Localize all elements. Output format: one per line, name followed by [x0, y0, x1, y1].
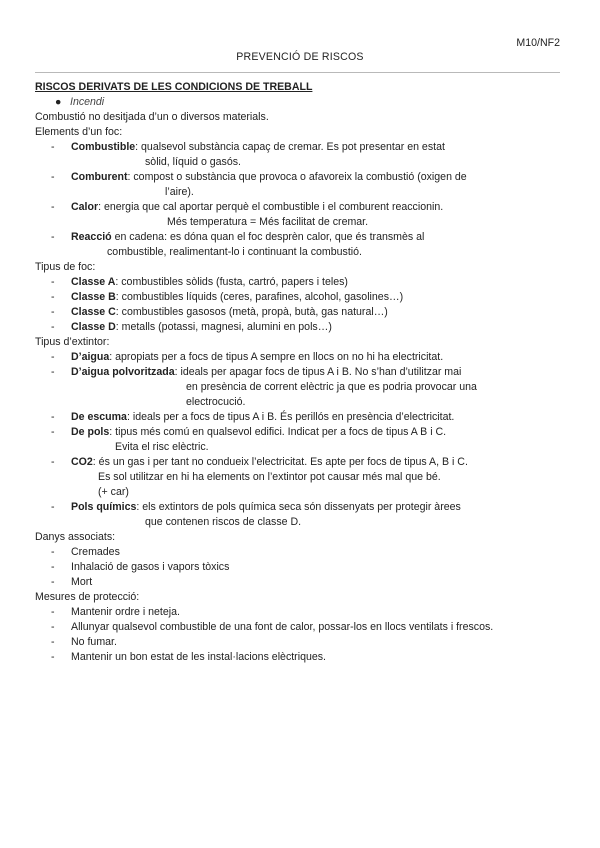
dash-bullet: - — [51, 651, 55, 663]
subsection-bullet — [35, 95, 565, 110]
damages-list — [35, 545, 565, 590]
dash-bullet: - — [51, 561, 55, 573]
list-item — [35, 275, 565, 290]
item-text: Mantenir ordre i neteja. — [71, 606, 180, 618]
dash-bullet: - — [51, 321, 55, 333]
item-term: D’aigua polvoritzada — [71, 366, 175, 378]
item-text: Mort — [71, 576, 93, 588]
dash-bullet: - — [51, 171, 55, 183]
item-text: : qualsevol substància capaç de cremar. Es pot presentar en estat — [135, 141, 445, 153]
dash-bullet: - — [51, 426, 55, 438]
dash-bullet: - — [51, 636, 55, 648]
subsection-label: Incendi — [70, 96, 105, 108]
list-item — [35, 290, 565, 305]
item-text: Cremades — [71, 546, 120, 558]
list-item — [35, 500, 565, 515]
item-term: CO2 — [71, 456, 93, 468]
item-text: : combustibles sòlids (fusta, cartró, papers i teles) — [115, 276, 348, 288]
item-continuation: en presència de corrent elèctric ja que es podria provocar una — [186, 381, 477, 393]
dash-bullet: - — [51, 351, 55, 363]
list-item — [35, 305, 565, 320]
list-item — [35, 545, 565, 560]
dash-bullet: - — [51, 576, 55, 588]
list-item — [35, 455, 565, 470]
item-term: Combustible — [71, 141, 136, 153]
item-text: Mantenir un bon estat de les instal·lacions elèctriques. — [71, 651, 326, 663]
damages-heading: Danys associats: — [35, 531, 116, 543]
list-item — [35, 575, 565, 590]
list-item — [35, 650, 565, 665]
dash-bullet: - — [51, 201, 55, 213]
list-item — [35, 350, 565, 365]
item-term: De escuma — [71, 411, 127, 423]
item-term: Reacció — [71, 231, 112, 243]
document-body — [35, 80, 565, 665]
dash-bullet: - — [51, 621, 55, 633]
item-text: : energia que cal aportar perquè el combustible i el comburent reaccionin. — [98, 201, 444, 213]
item-term: Classe A — [71, 276, 116, 288]
dash-bullet: - — [51, 306, 55, 318]
list-item — [35, 410, 565, 425]
item-term: Classe D — [71, 321, 116, 333]
list-item — [35, 200, 565, 215]
item-text: : combustibles líquids (ceres, parafines, alcohol, gasolines…) — [115, 291, 404, 303]
item-text: Allunyar qualsevol combustible de una font de calor, possar-los en llocs ventilats i frescos. — [71, 621, 494, 633]
dash-bullet: - — [51, 606, 55, 618]
item-continuation: sòlid, líquid o gasós. — [145, 156, 241, 168]
fire-types-heading: Tipus de foc: — [35, 261, 96, 273]
list-item — [35, 635, 565, 650]
list-item — [35, 365, 565, 380]
dash-bullet: - — [51, 501, 55, 513]
item-text: : compost o substància que provoca o afavoreix la combustió (oxigen de — [127, 171, 467, 183]
dash-bullet: - — [51, 141, 55, 153]
item-term: De pols — [71, 426, 110, 438]
item-continuation: electrocució. — [186, 396, 246, 408]
dash-bullet: - — [51, 456, 55, 468]
item-text: : apropiats per a focs de tipus A sempre en llocs on no hi ha electricitat. — [109, 351, 444, 363]
dash-bullet: - — [51, 411, 55, 423]
list-item — [35, 560, 565, 575]
extinguishers-heading: Tipus d’extintor: — [35, 336, 110, 348]
item-text: : tipus més comú en qualsevol edifici. Indicat per a focs de tipus A B i C. — [109, 426, 447, 438]
list-item — [35, 620, 565, 635]
item-term: Classe C — [71, 306, 116, 318]
list-item — [35, 605, 565, 620]
item-continuation: l’aire). — [165, 186, 194, 198]
dash-bullet: - — [51, 291, 55, 303]
item-term: Comburent — [71, 171, 128, 183]
module-code: M10/NF2 — [516, 37, 560, 49]
item-continuation: que contenen riscos de classe D. — [145, 516, 302, 528]
protection-list — [35, 605, 565, 665]
page-title: PREVENCIÓ DE RISCOS — [236, 51, 364, 63]
item-term: Calor — [71, 201, 99, 213]
list-item — [35, 140, 565, 155]
item-text: : metalls (potassi, magnesi, alumini en pols…) — [115, 321, 332, 333]
list-item — [35, 320, 565, 335]
item-text: No fumar. — [71, 636, 117, 648]
item-continuation: (+ car) — [98, 486, 129, 498]
item-term: Classe B — [71, 291, 116, 303]
intro-text: Combustió no desitjada d’un o diversos materials. — [35, 111, 269, 123]
item-text: : ideals per a focs de tipus A i B. És perillós en presència d’electricitat. — [126, 411, 455, 423]
item-text: : combustibles gasosos (metà, propà, butà, gas natural…) — [115, 306, 388, 318]
list-item — [35, 230, 565, 245]
item-continuation: Més temperatura = Més facilitat de cremar. — [167, 216, 369, 228]
dash-bullet: - — [51, 231, 55, 243]
section-heading: RISCOS DERIVATS DE LES CONDICIONS DE TREBALL — [35, 81, 313, 93]
item-continuation: Es sol utilitzar en hi ha elements on l’extintor pot causar més mal que bé. — [98, 471, 441, 483]
item-text: : ideals per apagar focs de tipus A i B. No s’han d’utilitzar mai — [174, 366, 462, 378]
elements-list — [35, 140, 565, 260]
item-term: D’aigua — [71, 351, 110, 363]
item-text: : els extintors de pols química seca són dissenyats per protegir àrees — [136, 501, 461, 513]
bullet-dot-icon: ● — [55, 96, 62, 108]
extinguishers-list — [35, 350, 565, 530]
item-text: en cadena: es dóna quan el foc desprèn calor, que és transmès al — [111, 231, 425, 243]
protection-heading: Mesures de protecció: — [35, 591, 140, 603]
dash-bullet: - — [51, 276, 55, 288]
item-text: Inhalació de gasos i vapors tòxics — [71, 561, 230, 573]
dash-bullet: - — [51, 546, 55, 558]
list-item — [35, 170, 565, 185]
fire-types-list — [35, 275, 565, 335]
header-divider — [35, 72, 560, 73]
dash-bullet: - — [51, 366, 55, 378]
list-item — [35, 425, 565, 440]
item-continuation: combustible, realimentant-lo i continuant la combustió. — [107, 246, 362, 258]
elements-heading: Elements d’un foc: — [35, 126, 123, 138]
item-text: : és un gas i per tant no condueix l’electricitat. Es apte per focs de tipus A, B i C. — [92, 456, 468, 468]
item-term: Pols químics — [71, 501, 137, 513]
item-continuation: Evita el risc elèctric. — [115, 441, 209, 453]
